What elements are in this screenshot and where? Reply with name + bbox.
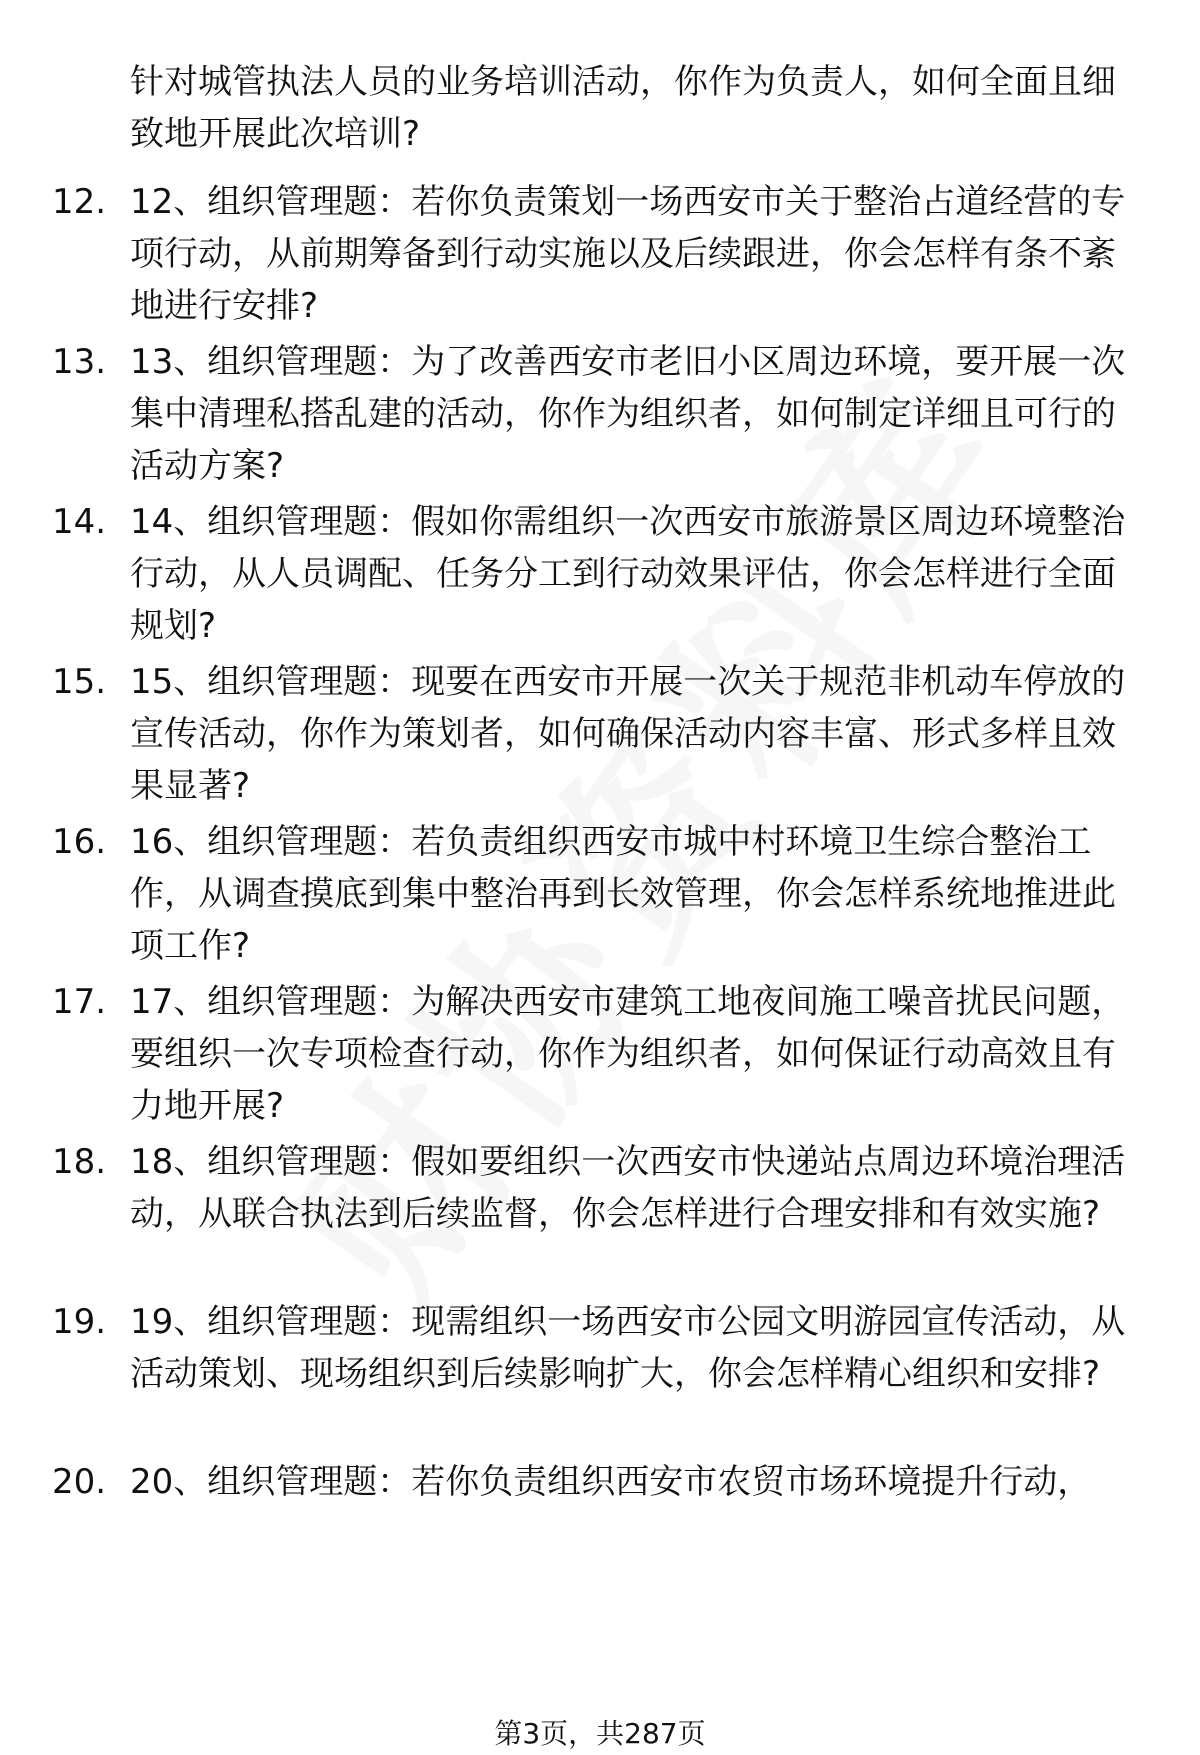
item-text: 18、组织管理题：假如要组织一次西安市快递站点周边环境治理活动，从联合执法到后续监督，你会怎样进行合理安排和有效实施?	[130, 1142, 1126, 1234]
item-text: 12、组织管理题：若你负责策划一场西安市关于整治占道经营的专项行动，从前期筹备到行动实施以及后续跟进，你会怎样有条不紊地进行安排?	[130, 182, 1126, 326]
item-text: 13、组织管理题：为了改善西安市老旧小区周边环境，要开展一次集中清理私搭乱建的活动，你作为组织者，如何制定详细且可行的活动方案?	[130, 342, 1126, 486]
item-number: 18.	[52, 1142, 107, 1182]
item-number: 16.	[52, 822, 107, 862]
item-text: 14、组织管理题：假如你需组织一次西安市旅游景区周边环境整治行动，从人员调配、任务分工到行动效果评估，你会怎样进行全面规划?	[130, 502, 1126, 646]
continuation-text: 针对城管执法人员的业务培训活动，你作为负责人，如何全面且细致地开展此次培训?	[130, 62, 1116, 154]
item-number: 20.	[52, 1462, 107, 1502]
item-number: 19.	[52, 1302, 107, 1342]
item-number: 17.	[52, 982, 107, 1022]
page-footer: 第3页，共287页	[494, 1717, 706, 1750]
item-text: 20、组织管理题：若你负责组织西安市农贸市场环境提升行动，	[130, 1462, 1092, 1502]
item-text: 19、组织管理题：现需组织一场西安市公园文明游园宣传活动，从活动策划、现场组织到后续影响扩大，你会怎样精心组织和安排?	[130, 1302, 1126, 1394]
item-text: 17、组织管理题：为解决西安市建筑工地夜间施工噪音扰民问题，要组织一次专项检查行动，你作为组织者，如何保证行动高效且有力地开展?	[130, 982, 1126, 1126]
item-text: 15、组织管理题：现要在西安市开展一次关于规范非机动车停放的宣传活动，你作为策划者，如何确保活动内容丰富、形式多样且效果显著?	[130, 662, 1126, 806]
item-number: 14.	[52, 502, 107, 542]
item-text: 16、组织管理题：若负责组织西安市城中村环境卫生综合整治工作，从调查摸底到集中整治再到长效管理，你会怎样系统地推进此项工作?	[130, 822, 1116, 966]
item-number: 13.	[52, 342, 107, 382]
item-number: 12.	[52, 182, 107, 222]
item-number: 15.	[52, 662, 107, 702]
